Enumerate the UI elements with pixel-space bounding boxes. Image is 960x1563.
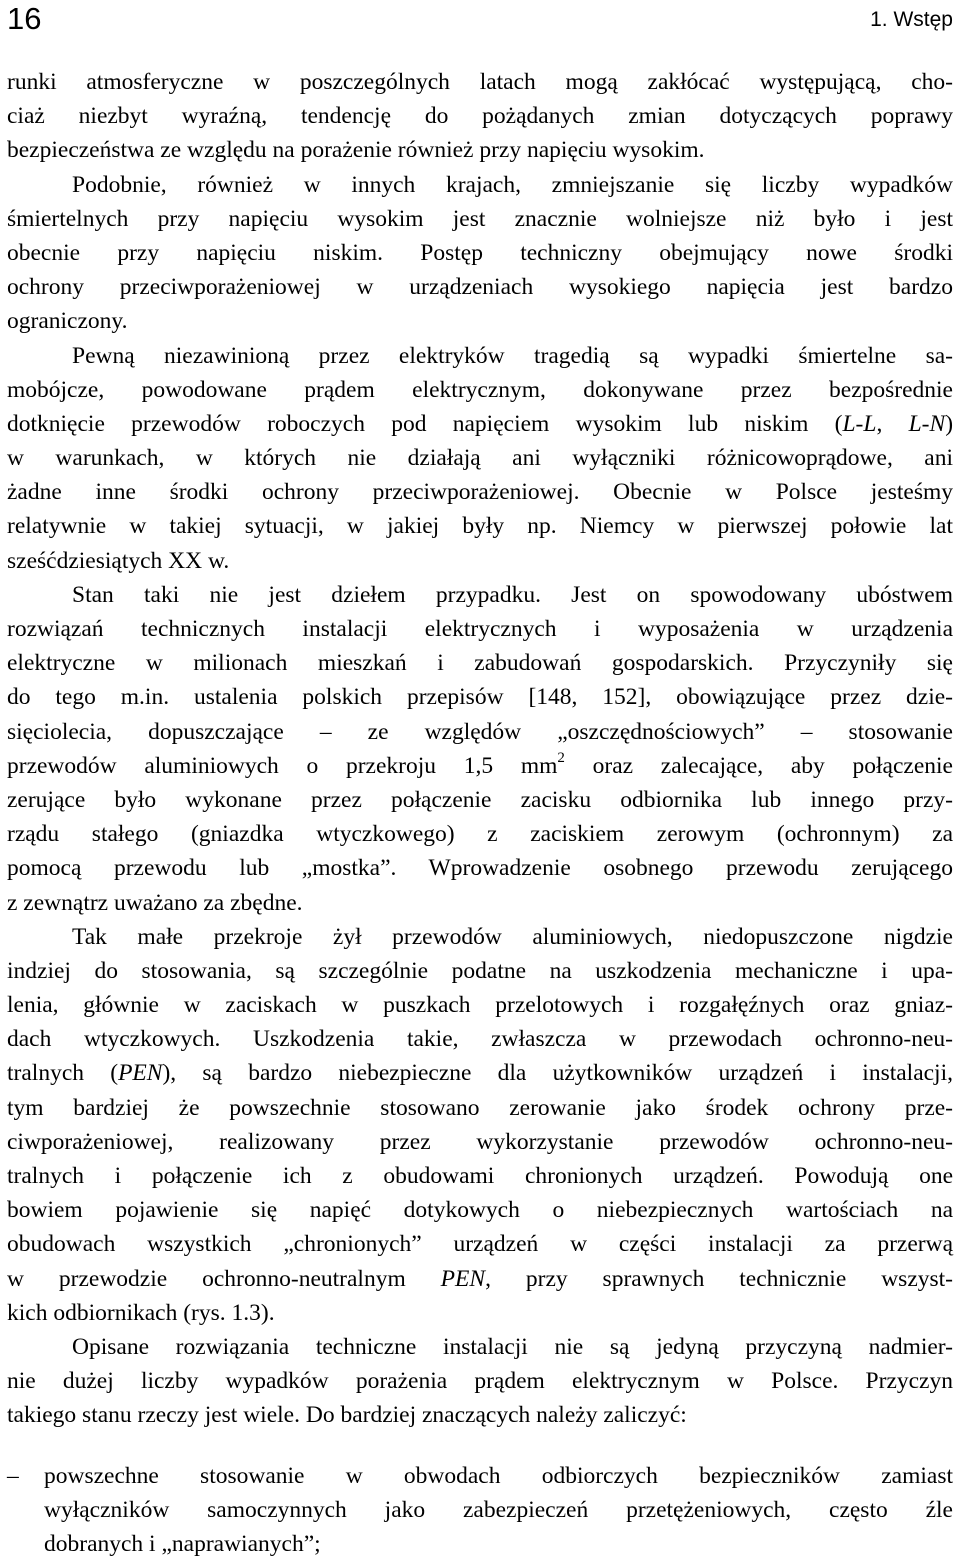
text-run: ) — [945, 410, 954, 437]
list-item — [7, 1459, 953, 1562]
text-line: z zewnątrz uważano za zbędne. — [7, 889, 303, 916]
text-line: bezpieczeństwa ze względu na porażenie również przy napięciu wysokim. — [7, 137, 705, 164]
symbol-pen: PEN — [118, 1060, 163, 1087]
text-line: do tego m.in. ustalenia polskich przepisów [148, 152], obowiązujące przez dzie- — [7, 684, 953, 711]
text-line: Stan taki nie jest dziełem przypadku. Jest on spowodowany ubóstwem — [72, 581, 953, 608]
text-line: zerujące było wykonane przez połączenie zacisku odbiornika lub innego przy- — [7, 786, 953, 813]
spacer — [7, 1433, 953, 1459]
paragraph — [7, 339, 953, 578]
text-line: takiego stanu rzeczy jest wiele. Do bardziej znaczących należy zaliczyć: — [7, 1402, 687, 1429]
text-line: obecnie przy napięciu niskim. Postęp techniczny obejmujący nowe środki — [7, 239, 953, 266]
text-line: rządu stałego (gniazdka wtyczkowego) z zaciskiem zerowym (ochronnym) za — [7, 821, 953, 848]
chapter-title: 1. Wstęp — [870, 8, 953, 31]
text-line: w warunkach, w których nie działają ani wyłączniki różnicowoprądowe, ani — [7, 445, 953, 472]
text-run: tralnych ( — [7, 1060, 119, 1087]
text-line — [7, 407, 953, 441]
text-line: powszechne stosowanie w obwodach odbiorczych bezpieczników zamiast — [44, 1462, 953, 1489]
text-line: rozwiązań technicznych instalacji elektrycznych i wyposażenia w urządzenia — [7, 616, 953, 642]
text-line: bowiem pojawienie się napięć dotykowych o niebezpiecznych wartościach na — [7, 1197, 953, 1224]
text-run: przewodów aluminiowych o przekroju 1,5 mm — [7, 752, 558, 779]
text-line: żadne inne środki ochrony przeciwporażeniowej. Obecnie w Polsce jesteśmy — [7, 479, 953, 506]
text-line: tralnych i połączenie ich z obudowami chronionych urządzeń. Powodują one — [7, 1163, 953, 1189]
text-run: , — [876, 410, 909, 437]
text-line: dobranych i „naprawianych”; — [44, 1530, 321, 1557]
text-line — [7, 1262, 953, 1296]
text-run: , przy sprawnych technicznie wszyst- — [485, 1265, 953, 1292]
text-line: Podobnie, również w innych krajach, zmniejszanie się liczby wypadków — [72, 171, 953, 198]
text-line: mobójcze, powodowane prądem elektrycznym, dokonywane przez bezpośrednie — [7, 376, 953, 403]
text-run: w przewodzie ochronno-neutralnym — [7, 1265, 441, 1292]
dash-bullet: – — [7, 1462, 19, 1489]
text-run: ), są bardzo niebezpieczne dla użytkowników urządzeń i instalacji, — [162, 1060, 953, 1087]
text-line: ograniczony. — [7, 308, 128, 335]
paragraph — [7, 65, 953, 168]
text-line: sześćdziesiątych XX w. — [7, 547, 230, 574]
symbol-l-n: L-N — [908, 410, 946, 437]
text-line: obudowach wszystkich „chronionych” urządzeń w części instalacji za przerwą — [7, 1231, 953, 1258]
symbol-pen: PEN — [440, 1265, 486, 1292]
text-line: Pewną niezawinioną przez elektryków tragedią są wypadki śmiertelne sa- — [72, 342, 953, 369]
text-run: dotknięcie przewodów roboczych pod napięciem wysokim lub niskim ( — [7, 410, 843, 437]
page-header — [0, 0, 960, 46]
text-line: Tak małe przekroje żył przewodów aluminiowych, niedopuszczone nigdzie — [72, 923, 953, 950]
text-line: kich odbiornikach (rys. 1.3). — [7, 1299, 275, 1326]
text-line: śmiertelnych przy napięciu wysokim jest znacznie wolniejsze niż było i jest — [7, 205, 953, 232]
paragraph — [7, 578, 953, 920]
text-line: sięciolecia, dopuszczające – ze względów „oszczędnościowych” – stosowanie — [7, 718, 953, 745]
text-line: ciwporażeniowej, realizowany przez wykorzystanie przewodów ochronno-neu- — [7, 1128, 953, 1155]
text-line: ochrony przeciwporażeniowej w urządzeniach wysokiego napięcia jest bardzo — [7, 274, 953, 301]
text-line: lenia, głównie w zaciskach w puszkach przelotowych i rozgałęźnych oraz gniaz- — [7, 992, 953, 1019]
text-line: dach wtyczkowych. Uszkodzenia takie, zwłaszcza w przewodach ochronno-neu- — [7, 1026, 953, 1053]
text-line: runki atmosferyczne w poszczególnych latach mogą zakłócać występującą, cho- — [7, 69, 953, 95]
text-line: wyłączników samoczynnych jako zabezpieczeń przetężeniowych, często źle — [44, 1496, 953, 1523]
text-run: oraz zalecające, aby połączenie — [564, 752, 953, 779]
text-line — [7, 749, 953, 783]
text-line: elektryczne w milionach mieszkań i zabudowań gospodarskich. Przyczyniły się — [7, 650, 953, 677]
text-line: relatywnie w takiej sytuacji, w jakiej były np. Niemcy w pierwszej połowie lat — [7, 513, 953, 540]
text-line: pomocą przewodu lub „mostka”. Wprowadzenie osobnego przewodu zerującego — [7, 855, 953, 882]
paragraph — [7, 1330, 953, 1433]
paragraph — [7, 168, 953, 339]
page-number: 16 — [7, 1, 42, 36]
body-text — [7, 65, 953, 1561]
symbol-l-l: L-L — [842, 410, 877, 437]
paragraph — [7, 920, 953, 1330]
text-line: nie dużej liczby wypadków porażenia prądem elektrycznym w Polsce. Przyczyn — [7, 1368, 953, 1395]
text-line: ciaż niezbyt wyraźną, tendencję do pożądanych zmian dotyczących poprawy — [7, 103, 953, 130]
superscript: 2 — [557, 749, 565, 766]
text-line: indziej do stosowania, są szczególnie podatne na uszkodzenia mechaniczne i upa- — [7, 957, 953, 984]
text-line: tym bardziej że powszechnie stosowano zerowanie jako środek ochrony prze- — [7, 1094, 953, 1121]
text-line — [7, 1056, 953, 1090]
text-line: Opisane rozwiązania techniczne instalacji nie są jedyną przyczyną nadmier- — [72, 1333, 953, 1360]
